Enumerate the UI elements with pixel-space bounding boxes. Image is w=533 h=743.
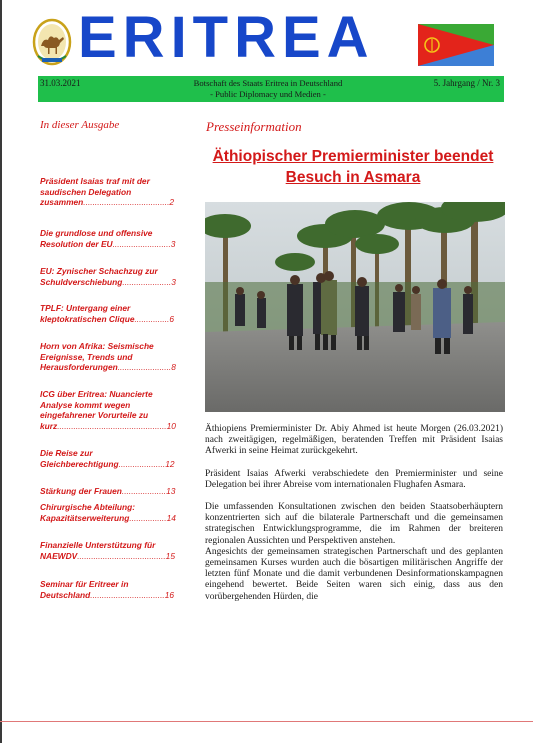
toc-item[interactable]	[40, 389, 178, 431]
toc-item[interactable]	[40, 448, 178, 469]
toc-page-number: 3	[171, 276, 176, 287]
toc-leader-dots: ......................................	[77, 550, 166, 561]
toc-item[interactable]	[40, 303, 178, 324]
toc-item-line: Die Reise zur	[40, 448, 93, 458]
section-label: Presseinformation	[206, 119, 302, 134]
info-bar	[38, 76, 504, 102]
toc-item-last-line	[40, 551, 178, 562]
toc-page-number: 10	[166, 420, 176, 431]
toc-item-line: Horn von Afrika: Seismische	[40, 341, 154, 351]
toc-item-last-line	[40, 239, 178, 250]
toc-leader-dots: ....................	[118, 458, 166, 469]
toc-item-line: TPLF: Untergang einer	[40, 303, 131, 313]
toc-item[interactable]	[40, 176, 178, 208]
toc-item[interactable]	[40, 228, 178, 249]
toc-heading: In dieser Ausgabe	[40, 119, 120, 131]
toc-item-title-end: kurz	[40, 420, 58, 431]
toc-leader-dots: ................	[129, 512, 167, 523]
toc-item-title-end: NAEWDV	[40, 550, 78, 561]
headline-line-2: Besuch in Asmara	[285, 169, 421, 186]
toc-item-title-end: Gleichberechtigung	[40, 458, 119, 469]
toc-item[interactable]	[40, 266, 178, 287]
toc-item-last-line	[40, 197, 178, 208]
article-headline	[203, 146, 503, 188]
toc-item-last-line	[40, 362, 178, 373]
toc-leader-dots: .....................	[122, 276, 172, 287]
article-paragraph: Die umfassenden Konsultationen zwischen den beiden Staatsoberhäuptern konzentrierten sich auf die bilaterale Partnerschaft und die gemeinsamen strategischen Entwicklungsprogramme, die im Rahmen der breiteren regionalen Aussichten und Perspektiven anstehen.	[205, 502, 503, 546]
toc-item[interactable]	[40, 502, 178, 523]
toc-item-line: Seminar für Eritreer in	[40, 579, 129, 589]
toc-page-number: 14	[166, 512, 176, 523]
toc-item-line: Ereignisse, Trends und	[40, 351, 133, 362]
toc-item-last-line	[40, 513, 178, 524]
toc-item-line: Finanzielle Unterstützung für	[40, 540, 156, 550]
headline-line-1: Äthiopischer Premierminister beendet	[212, 148, 494, 165]
toc-item-last-line	[40, 590, 178, 601]
toc-page-number: 15	[165, 550, 175, 561]
toc-leader-dots: .......................	[117, 362, 172, 373]
toc-item[interactable]	[40, 341, 178, 373]
toc-page-number: 3	[170, 238, 176, 249]
toc-item-title-end: Deutschland	[40, 589, 91, 600]
toc-item-title-end: Kapazitätserweiterung	[40, 512, 130, 523]
toc-item-line: Die grundlose und offensive	[40, 228, 153, 238]
toc-item-title-end: Stärkung der Frauen	[40, 486, 122, 496]
toc-item[interactable]	[40, 540, 178, 561]
toc-page-number: 2	[169, 197, 175, 208]
toc-page-number: 12	[165, 458, 175, 469]
toc-item-line: Präsident Isaias traf mit der	[40, 176, 150, 186]
toc-leader-dots: .........................	[112, 238, 171, 249]
toc-item[interactable]	[40, 486, 178, 497]
toc-item-last-line	[40, 421, 178, 432]
issue-date: 31.03.2021	[40, 78, 81, 88]
toc-item[interactable]	[40, 579, 178, 600]
toc-item-title-end: Herausforderungen	[40, 362, 118, 373]
footer-rule	[0, 721, 533, 722]
toc-item-last-line	[40, 486, 178, 497]
toc-item-line: Chirurgische Abteilung:	[40, 502, 136, 512]
toc-page-number: 13	[166, 486, 176, 496]
toc-item-last-line	[40, 277, 178, 288]
toc-leader-dots: ...............	[134, 313, 170, 324]
article-paragraph: Präsident Isaias Afwerki verabschiedete den Premierminister und seine Delegation bei ihrer Abreise vom internationalen Flughafen Asmara.	[205, 468, 503, 490]
toc-item-line: EU: Zynischer Schachzug zur	[40, 266, 158, 276]
article-paragraph: Äthiopiens Premierminister Dr. Abiy Ahmed ist heute Morgen (26.03.2021) nach zweitägigen, regelmäßigen, beratenden Treffen mit Präsident Isaias Afwerki in seine Heimat zurückgekehrt.	[205, 424, 503, 457]
masthead-title: ERITREA	[78, 5, 375, 70]
toc-item-last-line	[40, 314, 178, 325]
toc-item-last-line	[40, 459, 178, 470]
toc-item-title-end: Resolution der EU	[40, 238, 113, 249]
toc-item-title-end: Schuldverschiebung	[40, 276, 123, 287]
publisher-info	[158, 78, 378, 99]
article-paragraph: Angesichts der gemeinsamen strategischen Partnerschaft und des geplanten gemeinsamen Kurses wurden auch die bösartigen militärischen Angriffe der letzten fünf Monate und die damit verbundenen Desinformationskampagnen eingehend bewertet. Beide Seiten waren sich einig, dass aus den vorübergehenden Hürden, die	[205, 546, 503, 602]
issue-number: 5. Jahrgang / Nr. 3	[433, 78, 500, 88]
toc-page-number: 6	[169, 313, 175, 324]
toc-leader-dots: ...................	[121, 486, 167, 496]
toc-item-line: ICG über Eritrea: Nuancierte	[40, 389, 153, 399]
toc-page-number: 8	[171, 362, 176, 373]
toc-leader-dots: ...............................................	[57, 420, 167, 431]
toc-item-line: saudischen Delegation	[40, 186, 132, 197]
camel-emblem-icon	[32, 16, 72, 66]
publisher-line-1: Botschaft des Staats Eritrea in Deutschland	[193, 78, 343, 88]
article-body	[205, 424, 503, 603]
publisher-line-2: - Public Diplomacy und Medien -	[210, 88, 326, 99]
delegation-walking-photo	[205, 202, 505, 412]
eritrea-flag-icon	[418, 24, 494, 66]
toc-leader-dots: .....................................	[83, 197, 170, 208]
toc-page-number: 16	[164, 589, 175, 600]
toc-item-line: Analyse kommt wegen	[40, 399, 131, 410]
toc-item-title-end: zusammen	[40, 197, 84, 208]
toc-item-line: eingefahrener Vorurteile zu	[40, 410, 149, 421]
page-left-border	[0, 0, 2, 743]
toc-leader-dots: ................................	[90, 589, 165, 600]
toc-item-title-end: kleptokratischen Clique	[40, 313, 135, 324]
